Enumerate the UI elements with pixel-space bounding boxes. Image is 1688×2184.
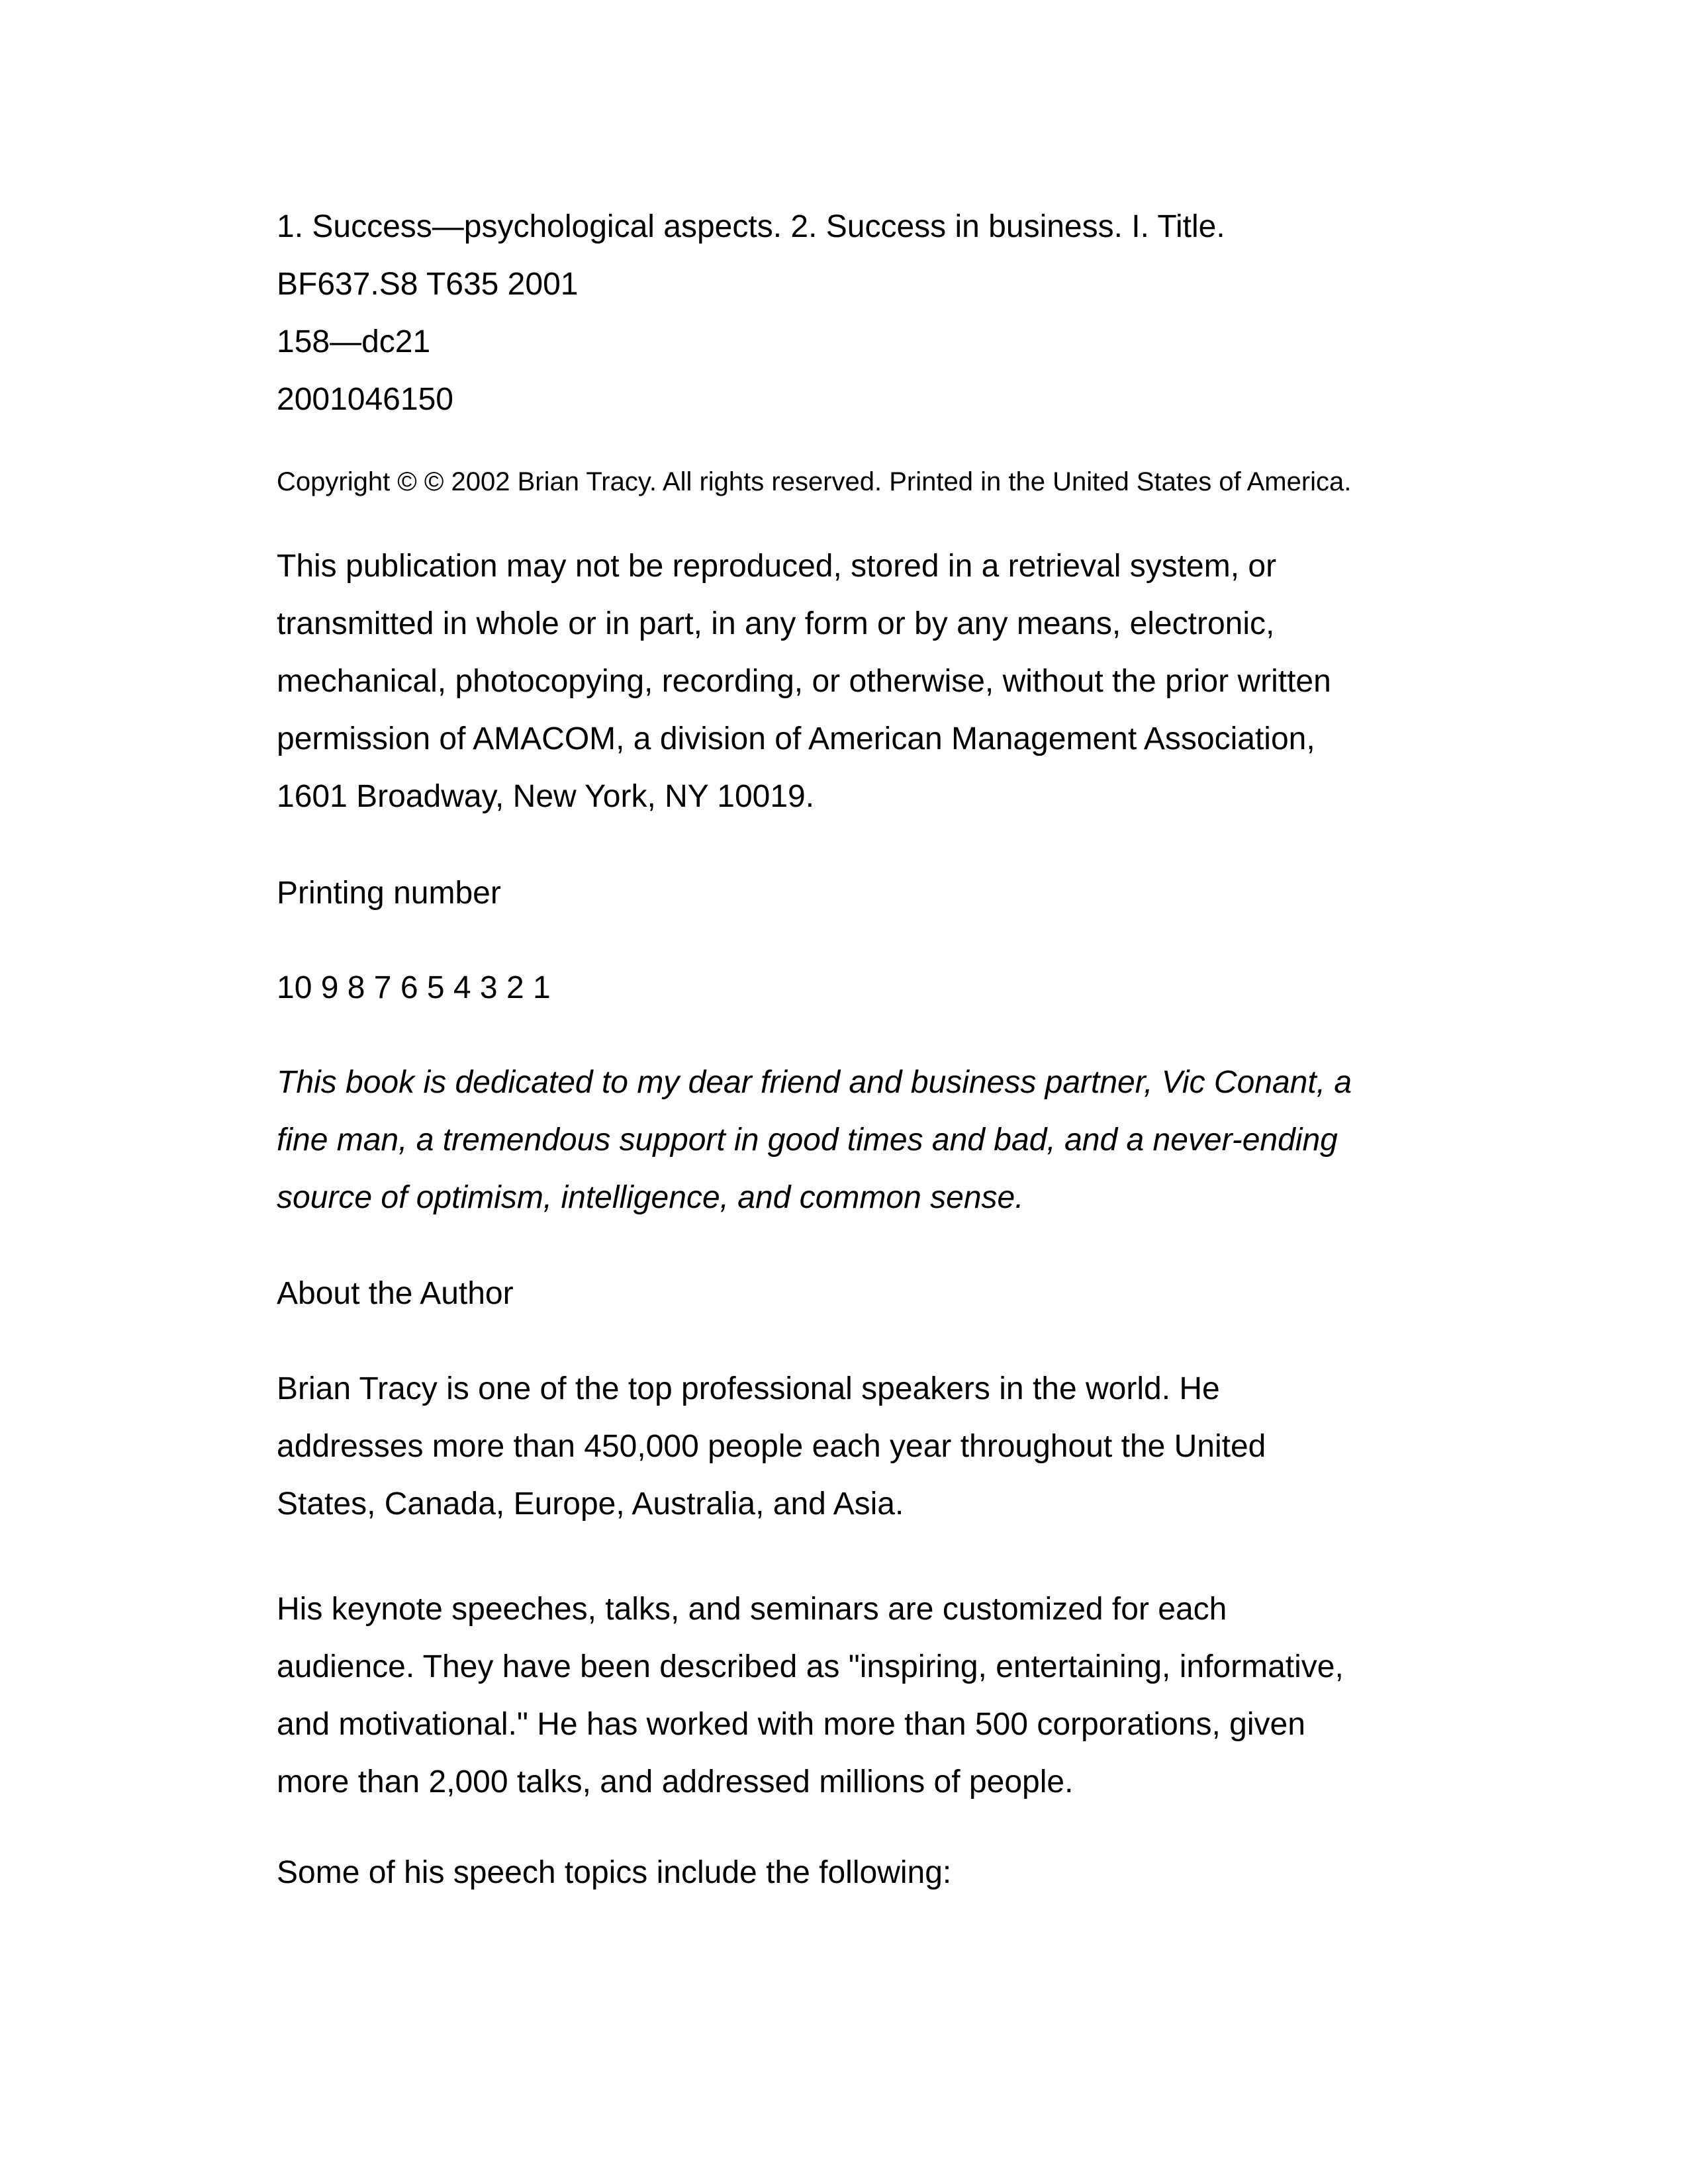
catalog-dewey: 158—dc21 bbox=[277, 324, 431, 359]
about-heading: About the Author bbox=[277, 1276, 514, 1311]
about-paragraph-line: States, Canada, Europe, Australia, and Asia. bbox=[277, 1486, 904, 1522]
copyright-line: Copyright © © 2002 Brian Tracy. All rights reserved. Printed in the United States of America. bbox=[277, 467, 1352, 496]
about-paragraph-line: and motivational." He has worked with more than 500 corporations, given bbox=[277, 1707, 1305, 1742]
dedication-line: fine man, a tremendous support in good times and bad, and a never-ending bbox=[277, 1122, 1338, 1158]
rights-notice-line: transmitted in whole or in part, in any form or by any means, electronic, bbox=[277, 606, 1275, 641]
dedication-line: source of optimism, intelligence, and common sense. bbox=[277, 1180, 1024, 1215]
about-paragraph-1 bbox=[277, 1360, 1415, 1533]
dedication bbox=[277, 1054, 1415, 1226]
topics-intro: Some of his speech topics include the following: bbox=[277, 1855, 952, 1890]
about-paragraph-line: His keynote speeches, talks, and seminars are customized for each bbox=[277, 1592, 1227, 1627]
rights-notice-line: 1601 Broadway, New York, NY 10019. bbox=[277, 779, 815, 814]
printing-numbers: 10 9 8 7 6 5 4 3 2 1 bbox=[277, 970, 551, 1005]
about-paragraph-2 bbox=[277, 1580, 1415, 1811]
printing-label: Printing number bbox=[277, 876, 501, 911]
about-paragraph-line: audience. They have been described as "inspiring, entertaining, informative, bbox=[277, 1649, 1344, 1684]
rights-notice bbox=[277, 537, 1415, 825]
about-paragraph-line: more than 2,000 talks, and addressed millions of people. bbox=[277, 1764, 1074, 1799]
rights-notice-line: This publication may not be reproduced, stored in a retrieval system, or bbox=[277, 549, 1277, 584]
catalog-subjects: 1. Success—psychological aspects. 2. Success in business. I. Title. bbox=[277, 209, 1225, 244]
about-paragraph-line: addresses more than 450,000 people each year throughout the United bbox=[277, 1429, 1266, 1464]
rights-notice-line: mechanical, photocopying, recording, or otherwise, without the prior written bbox=[277, 664, 1331, 699]
catalog-lc-number: BF637.S8 T635 2001 bbox=[277, 267, 579, 302]
dedication-line: This book is dedicated to my dear friend and business partner, Vic Conant, a bbox=[277, 1065, 1352, 1100]
about-paragraph-line: Brian Tracy is one of the top professional speakers in the world. He bbox=[277, 1371, 1220, 1406]
catalog-lccn: 2001046150 bbox=[277, 382, 453, 417]
rights-notice-line: permission of AMACOM, a division of American Management Association, bbox=[277, 721, 1315, 756]
